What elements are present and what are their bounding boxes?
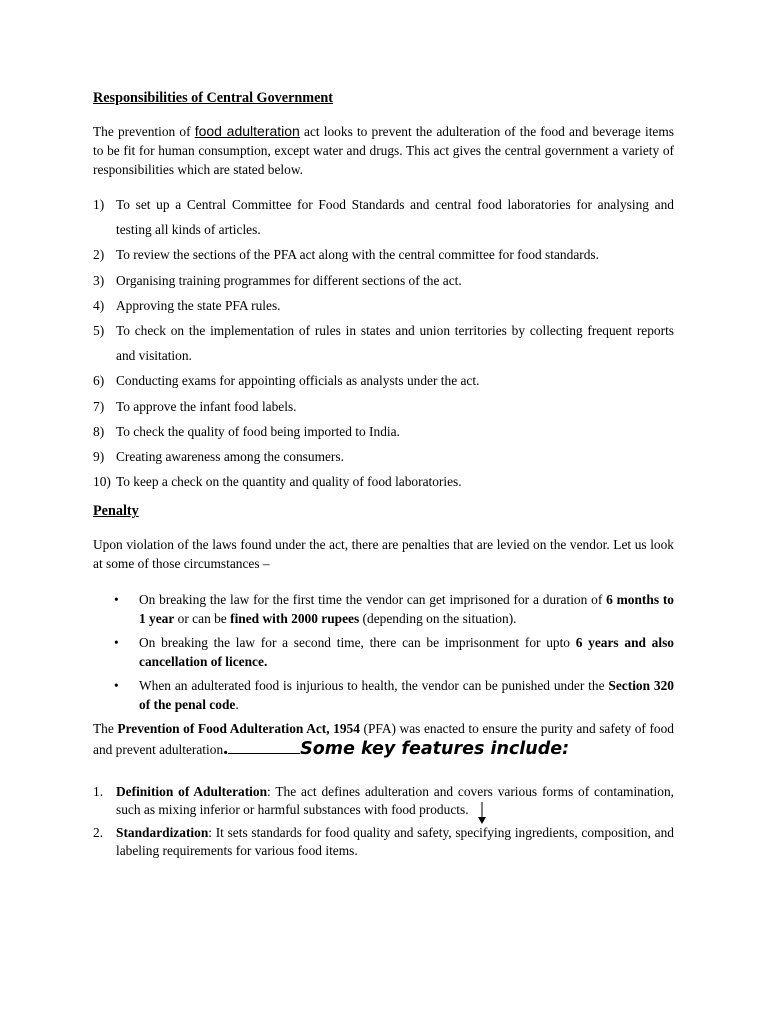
document-page	[93, 88, 674, 865]
penalty-bullets	[93, 590, 674, 714]
list-item: 3) Organising training programmes for different sections of the act.	[93, 272, 462, 288]
intro-text-end: act looks to prevent the adulteration of the food and beverage items to be fit for human consumption, except water and drugs. This act gives the central government a variety of responsibilities which are stated below.	[93, 124, 674, 177]
penalty-intro: Upon violation of the laws found under the act, there are penalties that are levied on the vendor. Let us look at some of those circumstances –	[93, 537, 674, 572]
list-item: • On breaking the law for a second time, there can be imprisonment for upto 6 years and also cancellation of licence.	[114, 635, 675, 670]
list-item: 1. Definition of Adulteration: The act defines adulteration and covers various forms of contamination, such as mixing inferior or harmful substances with food products.	[93, 784, 674, 818]
bullet-icon: •	[114, 678, 119, 694]
list-item: 2. Standardization: It sets standards for food quality and safety, specifying ingredients, composition, and labeling requirements for various food items.	[93, 825, 674, 859]
down-arrow-icon	[478, 802, 486, 824]
list-item: • On breaking the law for the first time the vendor can get imprisoned for a duration of 6 months to 1 year or can be fined with 2000 rupees (depending on the situation).	[114, 592, 674, 627]
list-item: • When an adulterated food is injurious to health, the vendor can be punished under the Section 320 of the penal code.	[114, 678, 674, 713]
list-item: 2) To review the sections of the PFA act along with the central committee for food standards.	[93, 247, 599, 263]
list-item: 7) To approve the infant food labels.	[93, 398, 297, 414]
list-item: 8) To check the quality of food being imported to India.	[93, 423, 400, 439]
intro-paragraph	[93, 122, 674, 179]
bullet-icon: •	[114, 592, 119, 608]
key-features-label: Some key features include:	[300, 739, 570, 760]
list-item: 1) To set up a Central Committee for Food Standards and central food laboratories for analysing and testing all kinds of articles.	[93, 197, 674, 238]
underline-gap	[228, 741, 300, 754]
bullet-icon: •	[114, 635, 119, 651]
responsibilities-list	[93, 192, 674, 494]
list-item: 5) To check on the implementation of rules in states and union territories by collecting frequent reports and visitation.	[93, 323, 674, 364]
act-paragraph: The Prevention of Food Adulteration Act, 1954 (PFA) was enacted to ensure the purity and safety of food and prevent adulteration. Some key features include:	[93, 721, 674, 760]
heading-responsibilities: Responsibilities of Central Government	[93, 90, 333, 106]
food-adulteration-link[interactable]: food adulteration	[194, 123, 300, 139]
list-item: 4) Approving the state PFA rules.	[93, 297, 281, 313]
intro-text-start: The prevention of	[93, 124, 195, 139]
list-item: 9) Creating awareness among the consumers.	[93, 449, 344, 465]
heading-penalty: Penalty	[93, 503, 139, 520]
list-item: 10) To keep a check on the quantity and quality of food laboratories.	[93, 474, 462, 490]
features-list	[93, 783, 674, 860]
list-item: 6) Conducting exams for appointing officials as analysts under the act.	[93, 373, 480, 389]
